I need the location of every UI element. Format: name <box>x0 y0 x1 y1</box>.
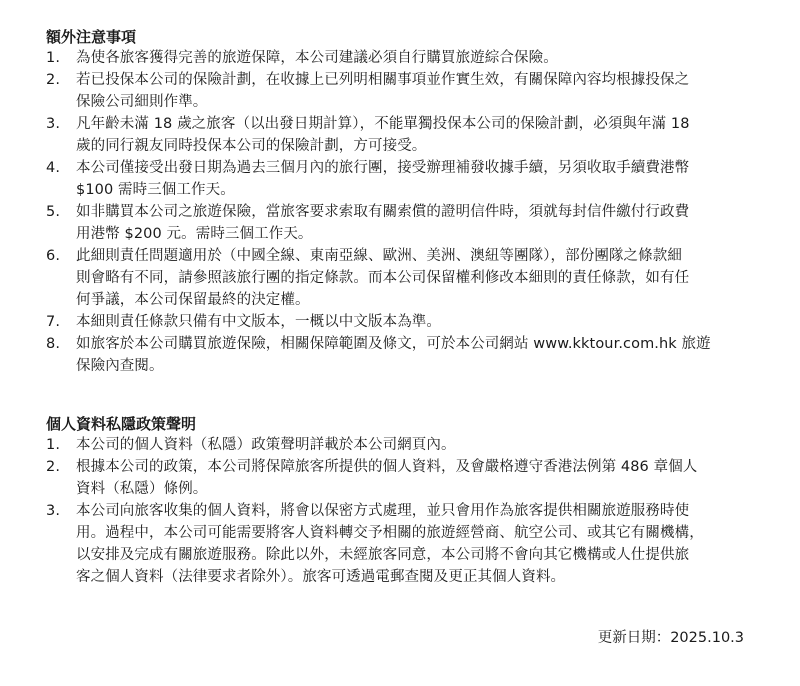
notes-section <box>46 28 746 377</box>
item-text: 本細則責任條款只備有中文版本，一概以中文版本為準。 <box>76 314 441 330</box>
item-text: 本公司向旅客收集的個人資料，將會以保密方式處理，並只會用作為旅客提供相關旅遊服務時使 用。過程中，本公司可能需要將客人資料轉交予相關的旅遊經營商、航空公司、或其它有關機構， 以安排及完成有關旅遊服務。除此以外，未經旅客同意，本公司將不會向其它機構或人仕提供旅 客之個人資料（法律要求者除外）。旅客可透過電郵查閱及更正其個人資料。 <box>76 503 704 585</box>
item-text: 本公司僅接受出發日期為過去三個月內的旅行團，接受辦理補發收據手續，另須收取手續費港幣 $100 需時三個工作天。 <box>76 160 690 198</box>
item-number: 2. <box>46 72 61 88</box>
item-number: 1. <box>46 50 61 66</box>
list-item <box>46 113 746 157</box>
item-text: 凡年齡未滿 18 歲之旅客（以出發日期計算），不能單獨投保本公司的保險計劃，必須與年滿 18 歲的同行親友同時投保本公司的保險計劃，方可接受。 <box>76 116 690 154</box>
item-text: 如旅客於本公司購買旅遊保險，相關保障範圍及條文，可於本公司網站 www.kktour.com.hk 旅遊 保險內查閱。 <box>76 336 711 374</box>
item-number: 3. <box>46 503 61 519</box>
privacy-title: 個人資料私隱政策聲明 <box>46 415 197 433</box>
notes-title: 額外注意事項 <box>46 28 137 46</box>
item-number: 2. <box>46 459 61 475</box>
last-updated <box>598 627 744 649</box>
item-text: 如非購買本公司之旅遊保險，當旅客要求索取有關索償的證明信件時，須就每封信件繳付行政費 用港幣 $200 元。需時三個工作天。 <box>76 204 690 242</box>
privacy-list <box>46 434 746 588</box>
notes-list <box>46 47 746 377</box>
item-number: 3. <box>46 116 61 132</box>
list-item <box>46 69 746 113</box>
updated-date: 2025.10.3 <box>670 630 744 646</box>
item-text: 此細則責任問題適用於（中國全線、東南亞線、歐洲、美洲、澳紐等團隊），部份團隊之條款細 則會略有不同，請參照該旅行團的指定條款。而本公司保留權利修改本細則的責任條款，如有任 何爭議，本公司保留最終的決定權。 <box>76 248 690 308</box>
item-number: 7. <box>46 314 61 330</box>
item-text: 根據本公司的政策，本公司將保障旅客所提供的個人資料，及會嚴格遵守香港法例第 486 章個人 資料（私隱）條例。 <box>76 459 698 497</box>
item-text: 為使各旅客獲得完善的旅遊保障，本公司建議必須自行購買旅遊綜合保險。 <box>76 50 558 66</box>
list-item <box>46 500 746 588</box>
item-text: 若已投保本公司的保險計劃，在收據上已列明相關事項並作實生效，有關保障內容均根據投保之 保險公司細則作準。 <box>76 72 690 110</box>
privacy-section <box>46 415 746 588</box>
list-item <box>46 456 746 500</box>
item-number: 1. <box>46 437 61 453</box>
item-number: 5. <box>46 204 61 220</box>
item-number: 6. <box>46 248 61 264</box>
item-text: 本公司的個人資料（私隱）政策聲明詳載於本公司網頁內。 <box>76 437 456 453</box>
item-number: 8. <box>46 336 61 352</box>
list-item <box>46 201 746 245</box>
item-number: 4. <box>46 160 61 176</box>
updated-label: 更新日期： <box>597 630 671 646</box>
list-item <box>46 245 746 311</box>
list-item <box>46 311 746 333</box>
list-item <box>46 333 746 377</box>
list-item <box>46 434 746 456</box>
list-item <box>46 47 746 69</box>
list-item <box>46 157 746 201</box>
